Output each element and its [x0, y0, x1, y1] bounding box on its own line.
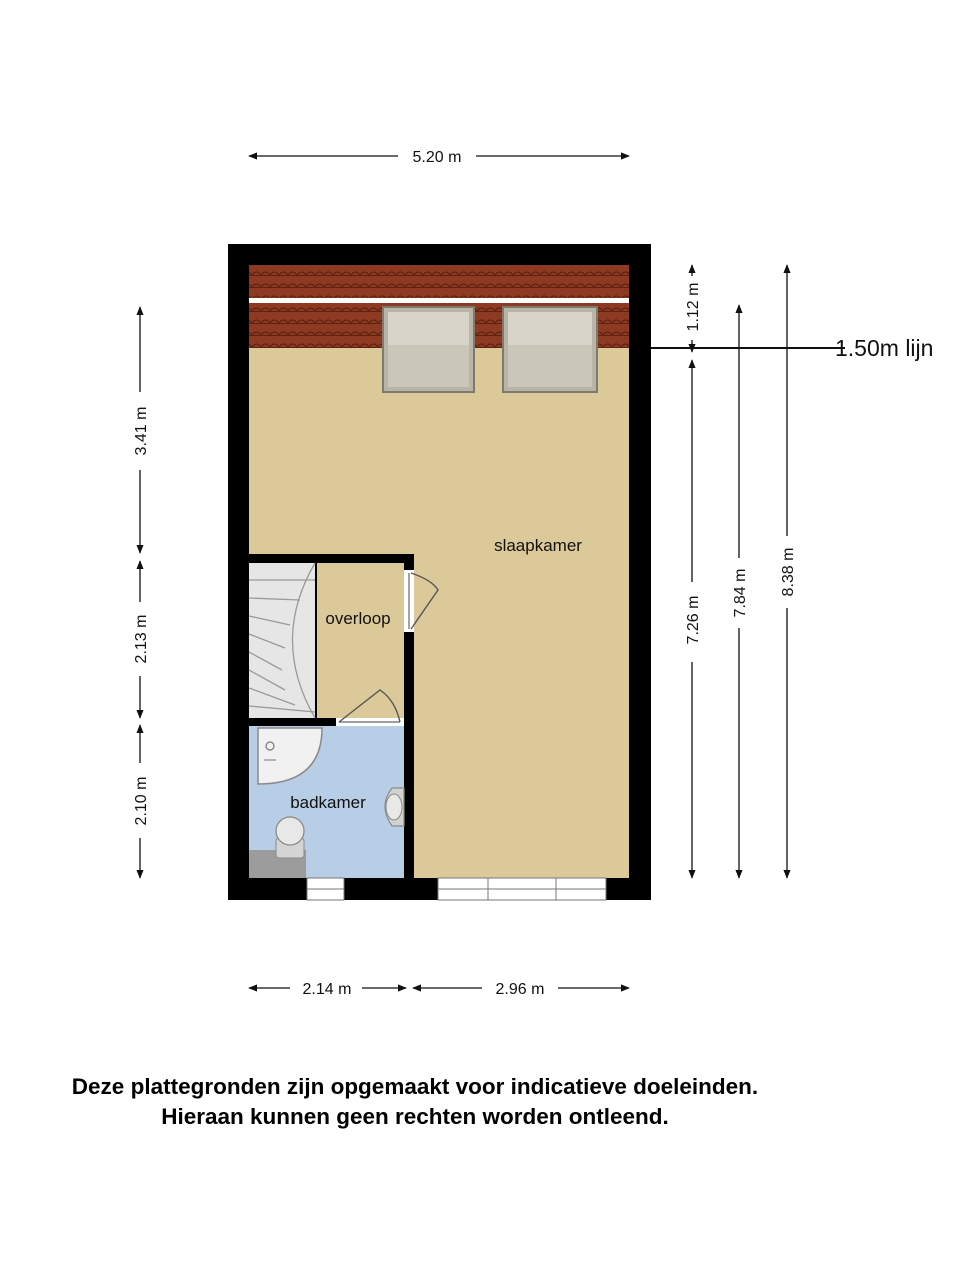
room-label-overloop: overloop [325, 609, 391, 628]
dimension-label-right-2: 7.26 m [685, 595, 702, 645]
dimension-label-right-3: 7.84 m [732, 568, 749, 618]
hallway-floor [317, 563, 404, 718]
stairs [249, 563, 315, 718]
disclaimer-line-2: Hieraan kunnen geen rechten worden ontleend. [161, 1104, 669, 1129]
dimension-right-3 [732, 305, 749, 878]
dimension-top-width [249, 149, 629, 166]
dimension-label-left-middle: 2.13 m [133, 614, 150, 664]
dimension-label-right-4: 8.38 m [780, 547, 797, 597]
dimension-right-2 [685, 360, 702, 878]
dimension-right-4 [780, 265, 797, 878]
window-bathroom [307, 878, 344, 900]
dimension-bottom-left [249, 981, 406, 998]
dimension-label-left-bottom: 2.10 m [133, 776, 150, 826]
roof-tiles-upper [249, 265, 629, 298]
skylight-left [383, 307, 474, 392]
window-bedroom [438, 878, 606, 900]
disclaimer-line-1: Deze plattegronden zijn opgemaakt voor indicatieve doeleinden. [71, 1074, 759, 1099]
dimension-bottom-right [413, 981, 629, 998]
skylight-right [503, 307, 597, 392]
dimension-label-left-top: 3.41 m [133, 406, 150, 456]
height-line-150 [651, 335, 933, 361]
dimension-left-bottom [133, 725, 150, 878]
dimension-left-middle [133, 561, 150, 718]
disclaimer [0, 1072, 830, 1132]
dimension-left-top [133, 307, 150, 553]
dimension-label-right-1: 1.12 m [685, 282, 702, 332]
dimension-label-top: 5.20 m [412, 149, 462, 166]
height-line-label: 1.50m lijn [835, 335, 934, 361]
dimension-label-bottom-left: 2.14 m [302, 981, 352, 998]
dimension-right-1 [685, 265, 702, 352]
room-label-slaapkamer: slaapkamer [494, 536, 582, 555]
roof-divider [249, 298, 629, 303]
room-label-badkamer: badkamer [290, 793, 366, 812]
dimension-label-bottom-right: 2.96 m [495, 981, 545, 998]
